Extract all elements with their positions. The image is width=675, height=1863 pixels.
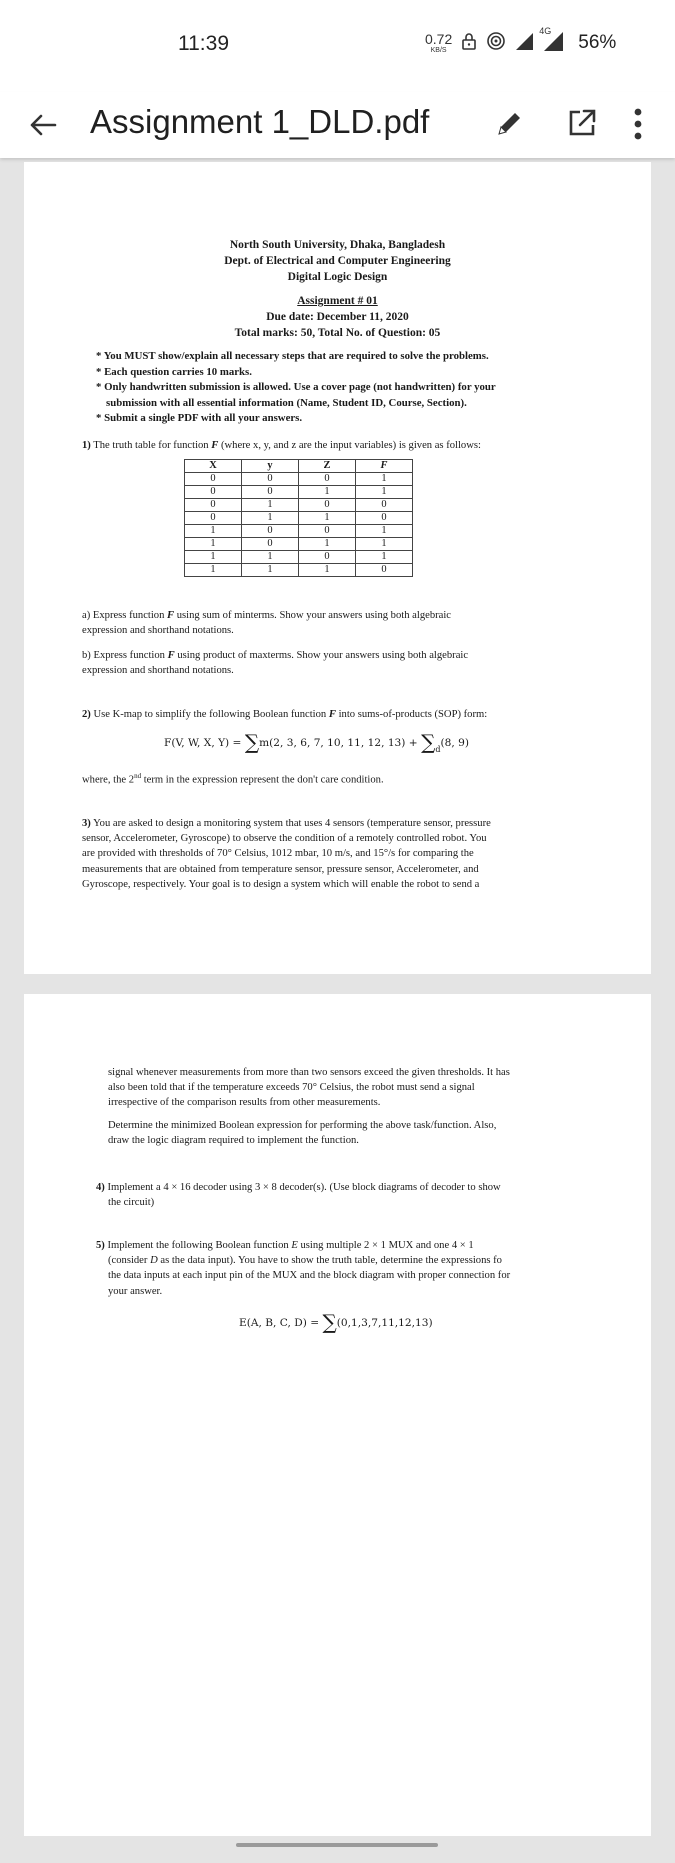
gesture-nav-bar[interactable] [236, 1843, 438, 1847]
university-name: North South University, Dhaka, Bangladesh [229, 239, 446, 251]
instruction-line: * Submit a single PDF with all your answers. [96, 412, 303, 425]
table-cell: 0 [299, 499, 356, 512]
instruction-line: * Only handwritten submission is allowed. Use a cover page (not handwritten) for your [96, 381, 496, 394]
question-2 [82, 707, 622, 722]
status-icons [425, 25, 617, 58]
q5-number: 5) [96, 1240, 105, 1251]
q4-line: the circuit) [108, 1197, 155, 1209]
q5-variable: D [150, 1255, 158, 1267]
q1-text-b: (where x, y, and z are the input variables) is given as follows: [218, 440, 481, 451]
table-cell: 0 [356, 499, 413, 512]
table-row [185, 538, 413, 551]
instruction-line: * You MUST show/explain all necessary steps that are required to solve the problems. [96, 350, 489, 362]
question-5 [96, 1238, 616, 1299]
net-speed [425, 32, 452, 54]
formula-terms: (8, 9) [440, 737, 469, 749]
q3-continuation [108, 1065, 608, 1111]
question-4 [96, 1180, 606, 1210]
table-cell: 1 [242, 499, 299, 512]
q5-line: your answer. [108, 1285, 163, 1297]
assignment-title-text: Assignment # 01 [297, 295, 378, 307]
q3-line: sensor, Accelerometer, Gyroscope) to observe the condition of a remotely controlled robot. You [82, 833, 487, 845]
question-3 [82, 816, 602, 892]
table-row [185, 551, 413, 564]
table-cell: 1 [185, 525, 242, 538]
table-cell: 1 [299, 512, 356, 525]
q1a-line: expression and shorthand notations. [82, 625, 234, 637]
formula-lhs: F(V, W, X, Y) = [164, 737, 245, 749]
q3-line: also been told that if the temperature exceeds 70° Celsius, the robot must send a signal [108, 1082, 475, 1094]
table-row [185, 525, 413, 538]
signal-4g-icon [539, 25, 564, 57]
table-cell: 0 [299, 551, 356, 564]
due-date: Due date: December 11, 2020 [266, 311, 409, 323]
table-header-row [185, 460, 413, 473]
q4-line [96, 1180, 606, 1195]
q5-function: E [291, 1240, 298, 1251]
table-cell: 0 [356, 564, 413, 577]
back-arrow-icon[interactable] [26, 108, 60, 142]
instruction-line: submission with all essential information (Name, Student ID, Course, Section). [106, 396, 467, 409]
more-vert-icon[interactable] [630, 106, 646, 142]
q1b-text: using product of maxterms. Show your answers using both algebraic [174, 650, 469, 661]
sigma-symbol: ∑ [244, 730, 260, 754]
q1b-function: F [167, 650, 175, 661]
hotspot-icon [486, 31, 506, 56]
table-cell: 1 [242, 551, 299, 564]
q5-text: using multiple 2 × 1 MUX and one 4 × 1 [297, 1240, 474, 1251]
table-cell: 0 [185, 486, 242, 499]
col-header-z: Z [299, 460, 356, 473]
q3-line: are provided with thresholds of 70° Celsius, 1012 mbar, 10 m/s, and 15°/s for comparing the [82, 848, 474, 860]
q2-function: F [328, 709, 336, 720]
q3-line: measurements that are obtained from temperature sensor, pressure sensor, Accelerometer, and [82, 863, 479, 875]
table-cell: 1 [185, 551, 242, 564]
table-cell: 1 [356, 538, 413, 551]
question-1b [82, 648, 602, 678]
table-cell: 1 [185, 564, 242, 577]
q1a-text: using sum of minterms. Show your answers using both algebraic [174, 610, 451, 621]
q2-note-text: where, the 2 [82, 774, 135, 786]
table-cell: 0 [299, 473, 356, 486]
status-time: 11:39 [178, 32, 229, 55]
table-row [185, 512, 413, 525]
q4-number: 4) [96, 1182, 105, 1193]
q5-text: (consider [108, 1255, 151, 1267]
question-1 [82, 438, 602, 453]
table-cell: 0 [356, 512, 413, 525]
q5-text: as the data input). You have to show the truth table, determine the expressions fo [157, 1255, 502, 1267]
table-cell: 0 [242, 486, 299, 499]
q2-text-b: into sums-of-products (SOP) form: [335, 709, 488, 720]
q2-text-a: Use K-map to simplify the following Boolean function [90, 709, 329, 720]
app-bar [0, 92, 675, 158]
net-speed-unit: KB/S [430, 47, 447, 54]
lock-icon [460, 32, 478, 55]
pdf-page-2[interactable] [24, 994, 651, 1836]
q5-formula [239, 1310, 433, 1334]
q3-number: 3) [82, 818, 91, 829]
table-row [185, 486, 413, 499]
q5-line: the data inputs at each input pin of the MUX and the block diagram with proper connection for [108, 1270, 511, 1282]
q4-text: Implement a 4 × 16 decoder using 3 × 8 decoder(s). (Use block diagrams of decoder to show [104, 1182, 501, 1193]
sigma-symbol: ∑ [421, 730, 436, 754]
q1b-text: b) Express function [82, 650, 168, 661]
formula-subscript: d [435, 745, 441, 754]
table-cell: 1 [356, 525, 413, 538]
table-cell: 0 [242, 473, 299, 486]
document-title: Assignment 1_DLD.pdf [90, 103, 430, 140]
table-cell: 1 [299, 486, 356, 499]
course-name: Digital Logic Design [287, 271, 388, 283]
q3-line: irrespective of the comparison results from other measurements. [108, 1097, 381, 1109]
instructions [96, 349, 596, 427]
table-cell: 0 [242, 525, 299, 538]
assignment-title [24, 293, 651, 309]
q2-formula [164, 730, 469, 754]
col-header-x: X [185, 460, 242, 473]
question-1a [82, 608, 602, 638]
table-cell: 1 [356, 486, 413, 499]
table-cell: 1 [185, 538, 242, 551]
table-cell: 1 [356, 551, 413, 564]
q2-note [82, 769, 622, 788]
q3-line: Determine the minimized Boolean expression for performing the above task/function. Also, [108, 1120, 497, 1131]
net-speed-value: 0.72 [425, 31, 453, 47]
q1b-line [82, 648, 602, 663]
q3-line: Gyroscope, respectively. Your goal is to design a system which will enable the robot to send a [82, 878, 480, 890]
network-type: 4G [539, 25, 552, 36]
table-cell: 1 [299, 538, 356, 551]
q5-line [96, 1238, 616, 1253]
q3-line: draw the logic diagram required to implement the function. [108, 1135, 359, 1147]
formula-lhs: E(A, B, C, D) = [239, 1317, 323, 1329]
q1-number: 1) [82, 440, 91, 451]
formula-plus: + [405, 737, 422, 749]
q1-function: F [211, 440, 219, 451]
table-cell: 1 [242, 512, 299, 525]
q2-note-text: term in the expression represent the don't care condition. [141, 774, 384, 786]
battery-percent: 56% [578, 32, 617, 53]
truth-table [184, 459, 413, 577]
instruction-line: * Each question carries 10 marks. [96, 365, 252, 378]
table-row [185, 499, 413, 512]
table-cell: 0 [299, 525, 356, 538]
q3-line: signal whenever measurements from more than two sensors exceed the given thresholds. It has [108, 1067, 510, 1078]
q3-text: You are asked to design a monitoring system that uses 4 sensors (temperature sensor, pressure [90, 818, 491, 829]
formula-terms: m(2, 3, 6, 7, 10, 11, 12, 13) [259, 737, 406, 749]
q1-text-a: The truth table for function [90, 440, 212, 451]
open-external-icon[interactable] [566, 107, 598, 139]
q2-number: 2) [82, 709, 91, 720]
sigma-symbol: ∑ [322, 1310, 337, 1334]
table-cell: 0 [185, 499, 242, 512]
total-marks: Total marks: 50, Total No. of Question: 05 [234, 327, 441, 339]
table-cell: 1 [356, 473, 413, 486]
table-cell: 0 [185, 512, 242, 525]
department-name: Dept. of Electrical and Computer Engineering [224, 255, 451, 267]
col-header-f: F [356, 460, 413, 473]
q1a-text: a) Express function [82, 610, 168, 621]
pdf-page-1[interactable] [24, 162, 651, 974]
q2-note-sup: nd [134, 772, 142, 780]
table-cell: 1 [299, 564, 356, 577]
table-cell: 0 [242, 538, 299, 551]
q5-text: Implement the following Boolean function [104, 1240, 292, 1251]
q1a-function: F [167, 610, 175, 621]
q1b-line: expression and shorthand notations. [82, 665, 234, 677]
q3-determine [108, 1118, 608, 1148]
q3-line [82, 816, 602, 831]
q5-line [96, 1253, 616, 1268]
q1a-line [82, 608, 602, 623]
col-header-y: y [242, 460, 299, 473]
formula-terms: (0,1,3,7,11,12,13) [336, 1317, 433, 1329]
signal-icon [514, 31, 534, 56]
status-bar [0, 0, 675, 92]
table-row [185, 473, 413, 486]
pencil-icon[interactable] [493, 108, 525, 140]
table-cell: 0 [185, 473, 242, 486]
table-cell: 1 [242, 564, 299, 577]
table-row [185, 564, 413, 577]
